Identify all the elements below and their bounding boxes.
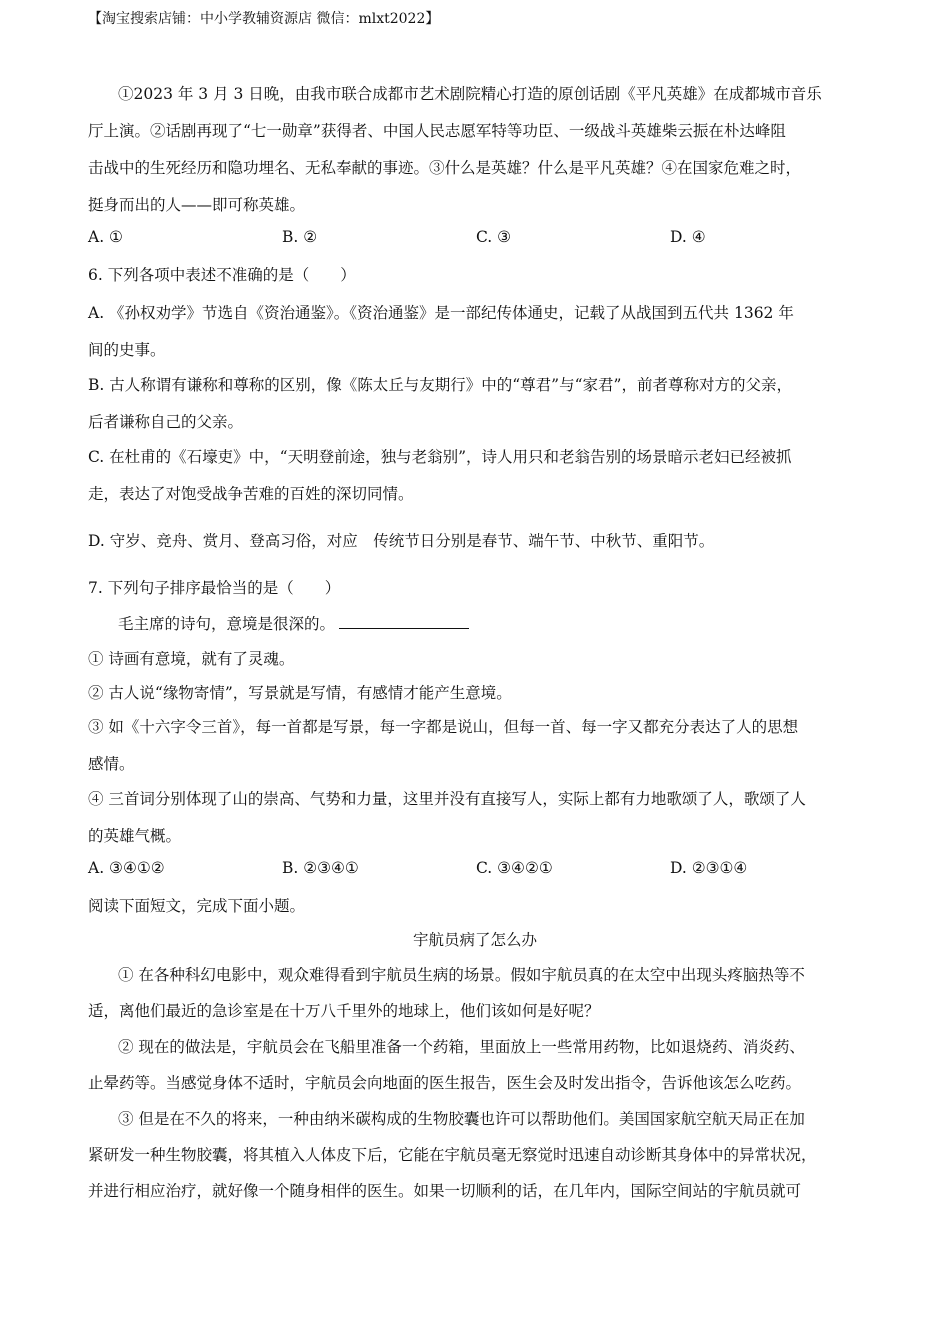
q6-stem: 6. 下列各项中表述不准确的是（ ） [88, 266, 356, 284]
q7-option-a: A. ③④①② [88, 859, 165, 877]
q5-passage-line: 击战中的生死经历和隐功埋名、无私奉献的事迹。③什么是英雄？什么是平凡英雄？④在国家危难之时， [88, 159, 802, 177]
article-line: ① 在各种科幻电影中，观众难得看到宇航员生病的场景。假如宇航员真的在太空中出现头疼脑热等不 [118, 966, 805, 984]
q7-sentence-line: 感情。 [88, 755, 135, 773]
q7-sentence-line: 的英雄气概。 [88, 827, 182, 845]
q5-passage-line: 挺身而出的人——即可称英雄。 [88, 196, 306, 214]
q7-sentence-line: ③ 如《十六字令三首》，每一首都是写景，每一字都是说山，但每一首、每一字又都充分表达了人的思想 [88, 718, 799, 736]
article-title: 宇航员病了怎么办 [412, 931, 537, 949]
article-line: 紧研发一种生物胶囊，将其植入人体皮下后，它能在宇航员毫无察觉时迅速自动诊断其身体中的异常状况， [88, 1146, 817, 1164]
article-line: 止晕药等。当感觉身体不适时，宇航员会向地面的医生报告，医生会及时发出指令，告诉他该怎么吃药。 [88, 1074, 802, 1092]
article-line: 适，离他们最近的急诊室是在十万八千里外的地球上，他们该如何是好呢？ [88, 1002, 600, 1020]
q5-option-d: D. ④ [670, 228, 706, 246]
q7-option-c: C. ③④②① [476, 859, 553, 877]
q7-sentence-line: ① 诗画有意境，就有了灵魂。 [88, 650, 295, 668]
q5-passage-line: 厅上演。②话剧再现了“七一勋章”获得者、中国人民志愿军特等功臣、一级战斗英雄柴云振在朴达峰阻 [88, 122, 786, 140]
q7-option-d: D. ②③①④ [670, 859, 748, 877]
q7-stem: 7. 下列句子排序最恰当的是（ ） [88, 579, 341, 597]
q5-passage-line: ①2023 年 3 月 3 日晚，由我市联合成都市艺术剧院精心打造的原创话剧《平凡英雄》在成都城市音乐 [118, 85, 822, 103]
answer-blank [339, 614, 469, 629]
q6-option-line: B. 古人称谓有谦称和尊称的区别，像《陈太丘与友期行》中的“尊君”与“家君”，前者尊称对方的父亲， [88, 376, 792, 394]
q5-option-c: C. ③ [476, 228, 512, 246]
q7-lead-text: 毛主席的诗句，意境是很深的。 [118, 615, 336, 633]
q7-sentence-line: ② 古人说“缘物寄情”，写景就是写情，有感情才能产生意境。 [88, 684, 512, 702]
q7-lead [118, 612, 469, 634]
q6-option-line: 走，表达了对饱受战争苦难的百姓的深切同情。 [88, 485, 414, 503]
q6-option-line: C. 在杜甫的《石壕吏》中，“天明登前途，独与老翁别”，诗人用只和老翁告别的场景暗示老妇已经被抓 [88, 448, 792, 466]
q6-option-line: A. 《孙权劝学》节选自《资治通鉴》。《资治通鉴》是一部纪传体通史，记载了从战国到五代共 1362 年 [88, 304, 794, 322]
reading-intro: 阅读下面短文，完成下面小题。 [88, 897, 306, 915]
q7-sentence-line: ④ 三首词分别体现了山的崇高、气势和力量，这里并没有直接写人，实际上都有力地歌颂了人，歌颂了人 [88, 790, 806, 808]
q6-option-line: 间的史事。 [88, 341, 166, 359]
article-line: ③ 但是在不久的将来，一种由纳米碳构成的生物胶囊也许可以帮助他们。美国国家航空航天局正在加 [118, 1110, 805, 1128]
article-line: ② 现在的做法是，宇航员会在飞船里准备一个药箱，里面放上一些常用药物，比如退烧药、消炎药、 [118, 1038, 805, 1056]
page-header: 【淘宝搜索店铺：中小学教辅资源店 微信：mlxt2022】 [88, 11, 440, 27]
q5-option-a: A. ① [88, 228, 123, 246]
article-line: 并进行相应治疗，就好像一个随身相伴的医生。如果一切顺利的话，在几年内，国际空间站的宇航员就可 [88, 1182, 802, 1200]
q6-option-line: D. 守岁、竞舟、赏月、登高习俗，对应 传统节日分别是春节、端午节、中秋节、重阳节。 [88, 532, 715, 550]
q7-option-b: B. ②③④① [282, 859, 359, 877]
q5-option-b: B. ② [282, 228, 318, 246]
q6-option-line: 后者谦称自己的父亲。 [88, 413, 244, 431]
